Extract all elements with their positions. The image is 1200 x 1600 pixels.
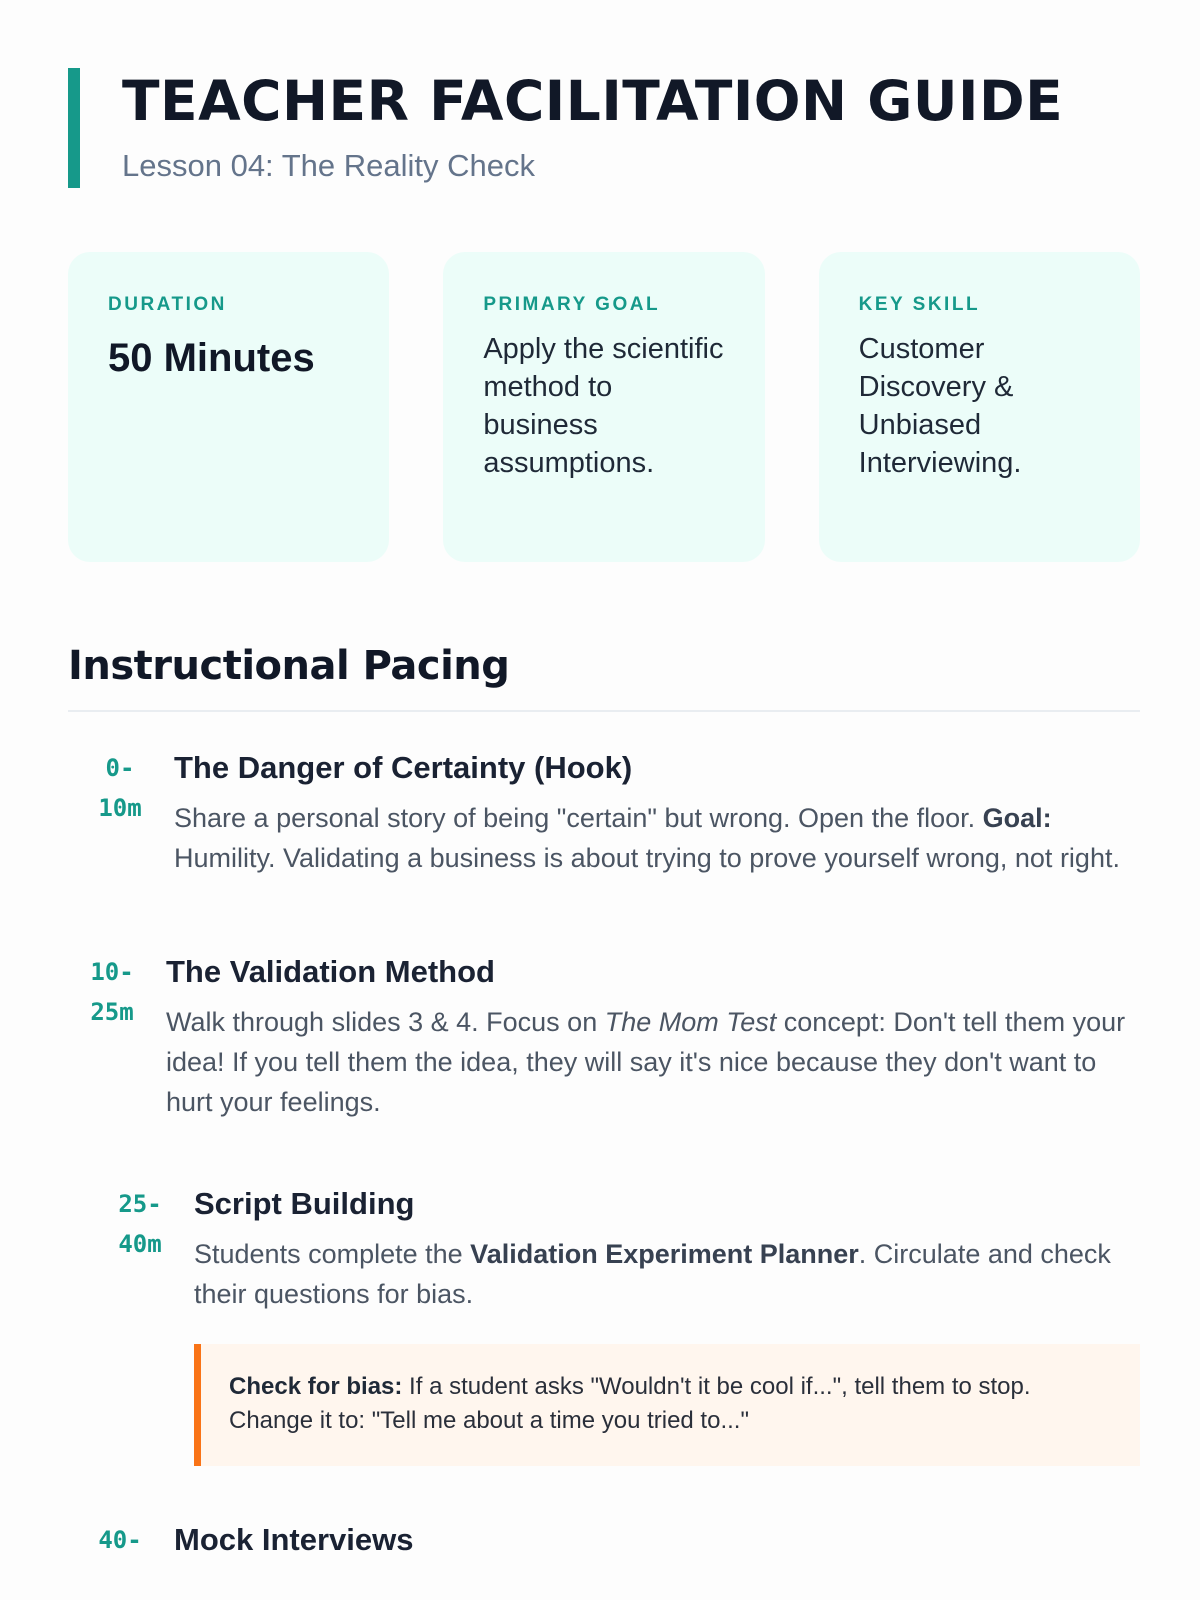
pacing-step: [68, 748, 1140, 878]
card-label: DURATION: [108, 294, 227, 315]
card-value: Customer Discovery & Unbiased Interviewing.: [858, 333, 1022, 479]
card-key-skill: [819, 252, 1140, 562]
header-accent-bar: [68, 68, 80, 188]
step-time-start: 0-: [105, 754, 135, 782]
step-desc-bold: Goal:: [982, 803, 1052, 833]
bias-callout: [194, 1344, 1140, 1466]
section-divider: [68, 710, 1140, 712]
card-label: PRIMARY GOAL: [483, 294, 661, 315]
step-desc-text: Students complete the: [194, 1239, 471, 1269]
step-description: [194, 1234, 1140, 1314]
pacing-step: [68, 1184, 1140, 1466]
card-duration: [68, 252, 389, 562]
step-desc-text: Share a personal story of being "certain" but wrong. Open the floor.: [174, 803, 983, 833]
step-desc-bold: Validation Experiment Planner: [470, 1239, 859, 1269]
card-primary-goal: [443, 252, 764, 562]
step-desc-text: . Circulate and check their questions for bias.: [194, 1239, 1111, 1309]
step-time: [84, 1520, 156, 1560]
card-label: KEY SKILL: [858, 294, 981, 315]
pacing-step: [68, 1520, 1140, 1560]
step-time: [84, 748, 156, 828]
step-time-end: 40m: [118, 1230, 162, 1258]
step-desc-text: Humility. Validating a business is about trying to prove yourself wrong, not right.: [174, 843, 1120, 873]
step-desc-italic: The Mom Test: [604, 1007, 777, 1037]
pacing-timeline: [68, 748, 1140, 1560]
card-value: 50 Minutes: [108, 336, 315, 380]
callout-bold: Check for bias:: [229, 1373, 403, 1400]
step-time: [104, 1184, 176, 1264]
step-time: [76, 952, 148, 1032]
step-title: Script Building: [194, 1186, 415, 1221]
step-body: [166, 952, 1140, 1122]
page-subtitle: Lesson 04: The Reality Check: [122, 148, 535, 183]
callout-text: If a student asks "Wouldn't it be cool if...", tell them to stop. Change it to: "Tell me about a time you tried to...": [229, 1373, 1031, 1434]
step-title: Mock Interviews: [174, 1522, 414, 1557]
section-title: Instructional Pacing: [68, 643, 510, 689]
step-time-end: 25m: [90, 998, 134, 1026]
page-title: TEACHER FACILITATION GUIDE: [122, 69, 1064, 133]
step-time-start: 25-: [118, 1190, 162, 1218]
step-body: [174, 1520, 1140, 1560]
step-body: [194, 1184, 1140, 1466]
page-header: [68, 68, 1140, 184]
summary-cards: [68, 252, 1140, 562]
step-title: The Validation Method: [166, 954, 495, 989]
step-description: [174, 798, 1140, 878]
step-title: The Danger of Certainty (Hook): [174, 750, 633, 785]
pacing-step: [68, 952, 1140, 1122]
step-desc-text: Walk through slides 3 & 4. Focus on: [166, 1007, 605, 1037]
step-time-start: 10-: [90, 958, 134, 986]
step-body: [174, 748, 1140, 878]
step-time-start: 40-: [98, 1526, 142, 1554]
step-desc-text: concept: Don't tell them your idea! If you tell them the idea, they will say it's nice because they don't want to hurt your feelings.: [166, 1007, 1126, 1117]
step-description: [166, 1002, 1140, 1122]
card-value: Apply the scientific method to business assumptions.: [483, 333, 724, 479]
step-time-end: 10m: [98, 794, 142, 822]
